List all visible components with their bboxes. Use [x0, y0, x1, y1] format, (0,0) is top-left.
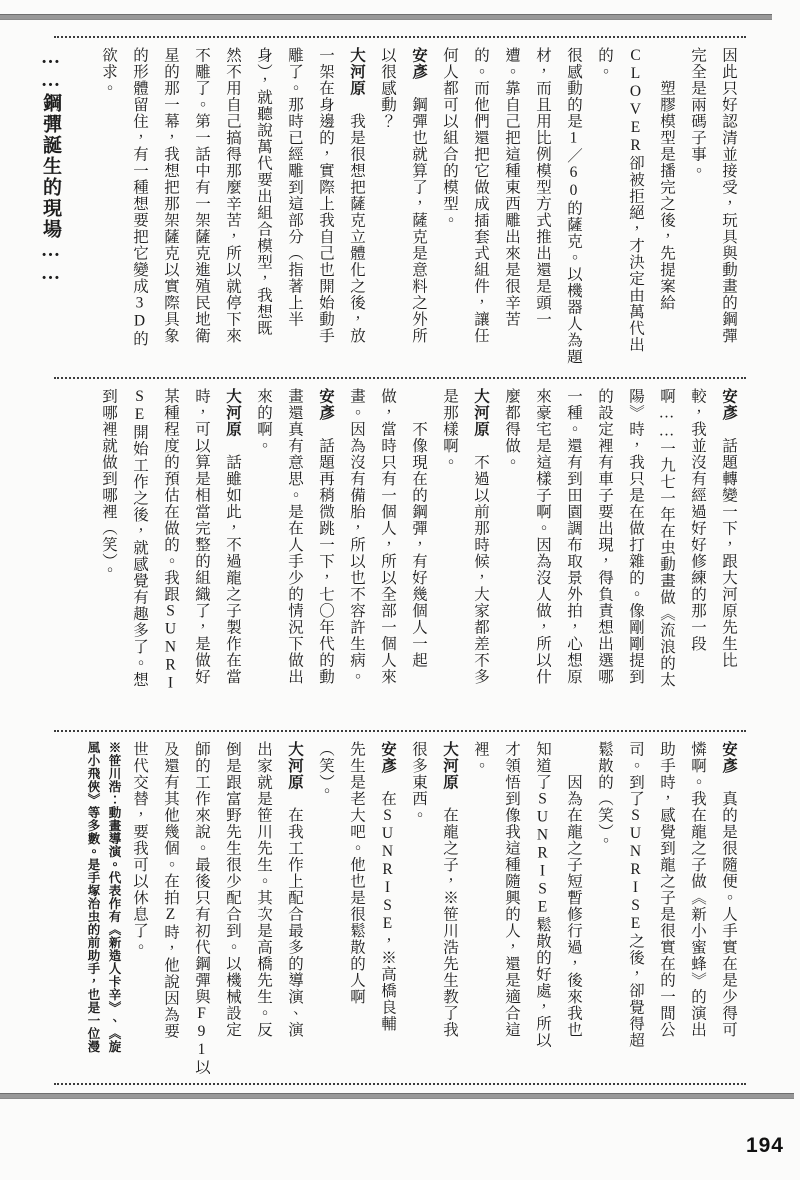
speaker-name: 大河原 [286, 741, 303, 791]
text-column: CLOVER卻被拒絕，才決定由萬代出的。 [596, 47, 644, 353]
text-column: 雕了。那時已經雕到這部分（指著上半 [286, 47, 303, 328]
text-column: 啊……一九七一年在虫動畫做《流浪的太 [658, 388, 675, 688]
speaker-name: 大河原 [441, 741, 458, 791]
text-column: 的。而他們還把它做成插套式組件，讓任 [472, 47, 489, 344]
text-column: 來豪宅是這樣子啊。因為沒人做，所以什 [534, 388, 551, 685]
text-column: 助手時，感覺到龍之子是很實在的一間公 [658, 741, 675, 1038]
text-column: 師的工作來說。最後只有初代鋼彈與F91以 [193, 741, 210, 1076]
text-column: 一架在身邊的，實際上我自己也開始動手 [317, 47, 334, 344]
text-column: 較，我並沒有經過好好修練的那一段 [689, 388, 706, 652]
text-column: 完全是兩碼子事。 [689, 47, 706, 179]
text-column: 時，可以算是相當完整的組織了，是做好 [193, 388, 210, 685]
text-column: 很多東西。 [410, 741, 427, 824]
text-column: ※笹川浩：動畫導演。代表作有《新造人卡辛》、《旋 [107, 741, 121, 1053]
text-column: 及還有其他幾個。在拍Z時，他說因為要 [162, 741, 179, 1040]
text-column: 到哪裡就做到哪裡（笑）。 [100, 388, 117, 579]
text-column: 星的那一幕，我想把那架薩克以實際具象 [162, 47, 179, 344]
dialogue-column: 大河原 我是很想把薩克立體化之後，放 [348, 47, 365, 344]
text-column: 來的啊。 [255, 388, 272, 454]
text-column: 很感動的是1／60的薩克。以機器人為題 [565, 47, 582, 365]
text-column: 是那樣啊。 [441, 388, 458, 471]
text-section-bottom [54, 730, 746, 1085]
speaker-name: 大河原 [224, 388, 241, 438]
text-column: 做，當時只有一個人，所以全部一個人來 [379, 388, 396, 685]
text-columns [93, 388, 744, 723]
section-inner [54, 379, 746, 730]
text-column: 先生是老大吧。他也是很鬆散的人啊 [348, 741, 365, 1005]
dialogue-column: 大河原 在我工作上配合最多的導演、演 [286, 741, 303, 1038]
dialogue-column: 安彥 話題轉變一下，跟大河原先生比 [720, 388, 737, 669]
text-column: 材，而且用比例模型方式推出還是頭一 [534, 47, 551, 328]
speaker-name: 安彥 [317, 388, 334, 421]
text-column: 的形體留住，有一種想要把它變成3D的 [131, 47, 148, 347]
text-section-top [40, 36, 746, 377]
text-column: 出家就是笹川先生。其次是高橋先生。反 [255, 741, 272, 1038]
text-columns [93, 47, 744, 370]
text-column: 因此只好認清並接受，玩具與動畫的鋼彈 [720, 47, 737, 344]
dialogue-column: 大河原 不過以前那時候，大家都差不多 [472, 388, 489, 685]
speaker-name: 安彥 [410, 47, 427, 80]
text-column: 何人都可以組合的模型。 [441, 47, 458, 229]
text-column: 鬆散的（笑）。 [596, 741, 613, 849]
dialogue-column: 安彥 鋼彈也就算了，薩克是意料之外所 [410, 47, 427, 344]
text-column: 麼都得做。 [503, 388, 520, 471]
dialogue-column: 安彥 真的是很隨便。人手實在是少得可 [720, 741, 737, 1038]
text-column: 畫還真有意思。是在人手少的情況下做出 [286, 388, 303, 685]
section-inner [54, 732, 746, 1083]
text-column: 身），就聽說萬代要出組合模型，我想既 [255, 47, 272, 337]
dialogue-column: 安彥 話題再稍微跳一下，七〇年代的動 [317, 388, 334, 685]
section-heading: ……鋼彈誕生的現場…… [40, 47, 61, 286]
speaker-name: 安彥 [379, 741, 396, 774]
text-column: 陽》時，我只是在做打雜的。像剛剛提到 [627, 388, 644, 685]
text-column: （笑）。 [317, 741, 334, 800]
page-number: 194 [745, 1134, 784, 1157]
text-column: 不雕了。第一話中有一架薩克進殖民地衛 [193, 47, 210, 344]
text-column: 憐啊。我在龍之子做《新小蜜蜂》的演出 [689, 741, 706, 1038]
dialogue-column: 安彥 在SUNRISE，※高橋良輔 [379, 741, 396, 1032]
text-column: 以很感動？ [379, 47, 396, 130]
section-inner [40, 38, 746, 377]
dialogue-column: 大河原 話雖如此，不過龍之子製作在當 [224, 388, 241, 685]
text-column: 才領悟到像我這種隨興的人，還是適合這 [503, 741, 520, 1038]
dialogue-column: 大河原 在龍之子，※笹川浩先生教了我 [441, 741, 458, 1038]
text-column: 知道了SUNRISE鬆散的好處，所以 [534, 741, 551, 1049]
text-column: 遭。靠自己把這種東西雕出來是很辛苦 [503, 47, 520, 328]
page-content [40, 36, 746, 1085]
text-column: 裡。 [472, 741, 489, 774]
text-column: 風小飛俠》等多數。是手塚治虫的前助手，也是一位漫 [86, 741, 100, 1053]
book-page [0, 14, 800, 1180]
speaker-name: 大河原 [472, 388, 489, 438]
text-column: 世代交替，要我可以休息了。 [131, 741, 148, 956]
text-column: 某種程度的預估在做的。我跟SUNRI [162, 388, 179, 693]
text-column: 塑膠模型是播完之後，先提案給 [658, 47, 675, 311]
text-column: 畫。因為沒有備胎，所以也不容許生病。 [348, 388, 365, 685]
text-column: 倒是跟富野先生很少配合到。以機械設定 [224, 741, 241, 1038]
top-rule [0, 14, 772, 20]
speaker-name: 安彥 [720, 741, 737, 774]
text-column: SE開始工作之後，就感覺有趣多了。想 [131, 388, 148, 688]
text-column: 一種。還有到田園調布取景外拍，心想原 [565, 388, 582, 685]
speaker-name: 大河原 [348, 47, 365, 97]
speaker-name: 安彥 [720, 388, 737, 421]
text-column: 然不用自己搞得那麼辛苦，所以就停下來 [224, 47, 241, 344]
text-section-middle [54, 377, 746, 730]
text-column: 不像現在的鋼彈，有好幾個人一起 [410, 388, 427, 669]
text-columns [82, 741, 744, 1076]
text-column: 欲求。 [100, 47, 117, 97]
text-column: 因為在龍之子短暫修行過，後來我也 [565, 741, 582, 1038]
text-column: 的設定裡有車子要出現，得負責想出選哪 [596, 388, 613, 685]
bottom-rule [0, 1093, 794, 1099]
text-column: 司。到了SUNRISE之後，卻覺得超 [627, 741, 644, 1049]
